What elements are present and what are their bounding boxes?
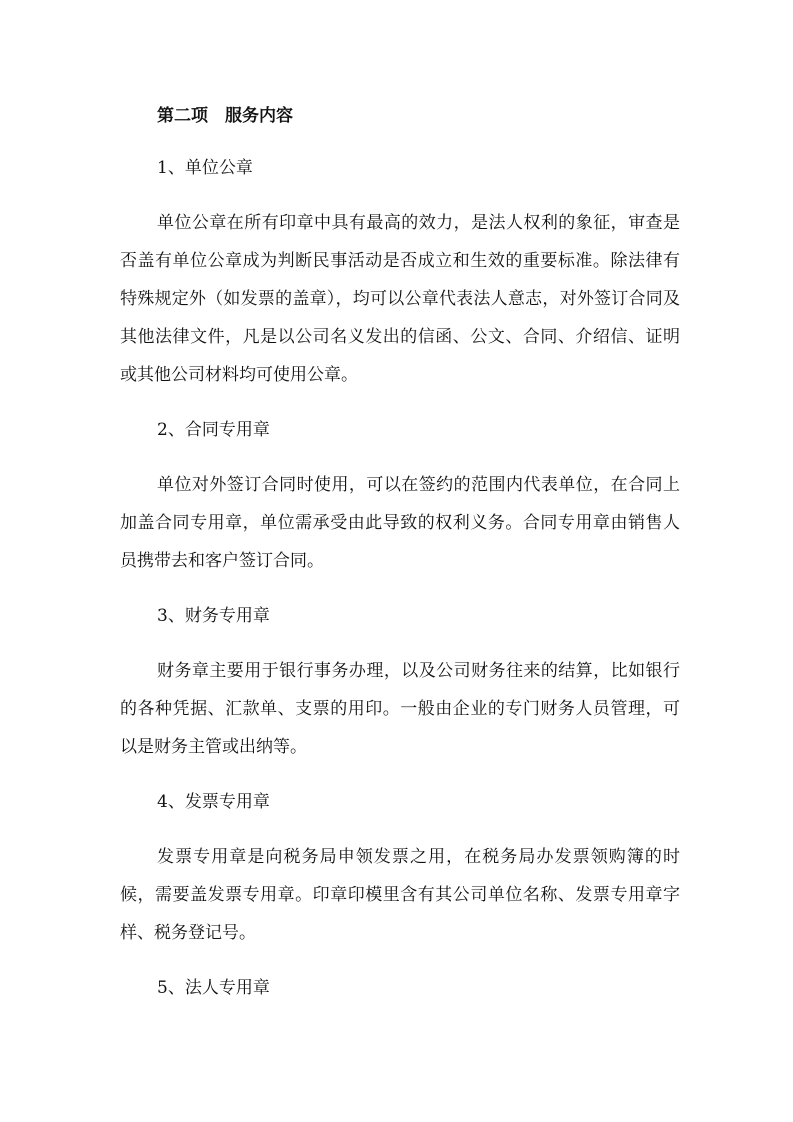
item-heading-4: 4、发票专用章: [157, 792, 270, 812]
item-body-3: 财务章主要用于银行事务办理，以及公司财务往来的结算，比如银行的各种凭据、汇款单、支票的用印。一般由企业的专门财务人员管理，可以是财务主管或出纳等。: [120, 661, 680, 757]
item-heading-1: 1、单位公章: [157, 158, 253, 178]
item-body-2: 单位对外签订合同时使用，可以在签约的范围内代表单位，在合同上加盖合同专用章，单位需承受由此导致的权利义务。合同专用章由销售人员携带去和客户签订合同。: [120, 475, 680, 571]
item-body-4: 发票专用章是向税务局申领发票之用，在税务局办发票领购簿的时候，需要盖发票专用章。印章印模里含有其公司单位名称、发票专用章字样、税务登记号。: [120, 847, 680, 943]
document-content: [120, 100, 680, 1024]
section-title: 第二项 服务内容: [157, 106, 293, 126]
item-heading-3: 3、财务专用章: [157, 606, 270, 626]
item-body-1: 单位公章在所有印章中具有最高的效力，是法人权利的象征，审查是否盖有单位公章成为判断民事活动是否成立和生效的重要标准。除法律有特殊规定外（如发票的盖章），均可以公章代表法人意志，对外签订合同及其他法律文件，凡是以公司名义发出的信函、公文、合同、介绍信、证明或其他公司材料均可使用公章。: [120, 213, 680, 385]
item-heading-2: 2、合同专用章: [157, 420, 270, 440]
item-heading-5: 5、法人专用章: [157, 978, 270, 998]
